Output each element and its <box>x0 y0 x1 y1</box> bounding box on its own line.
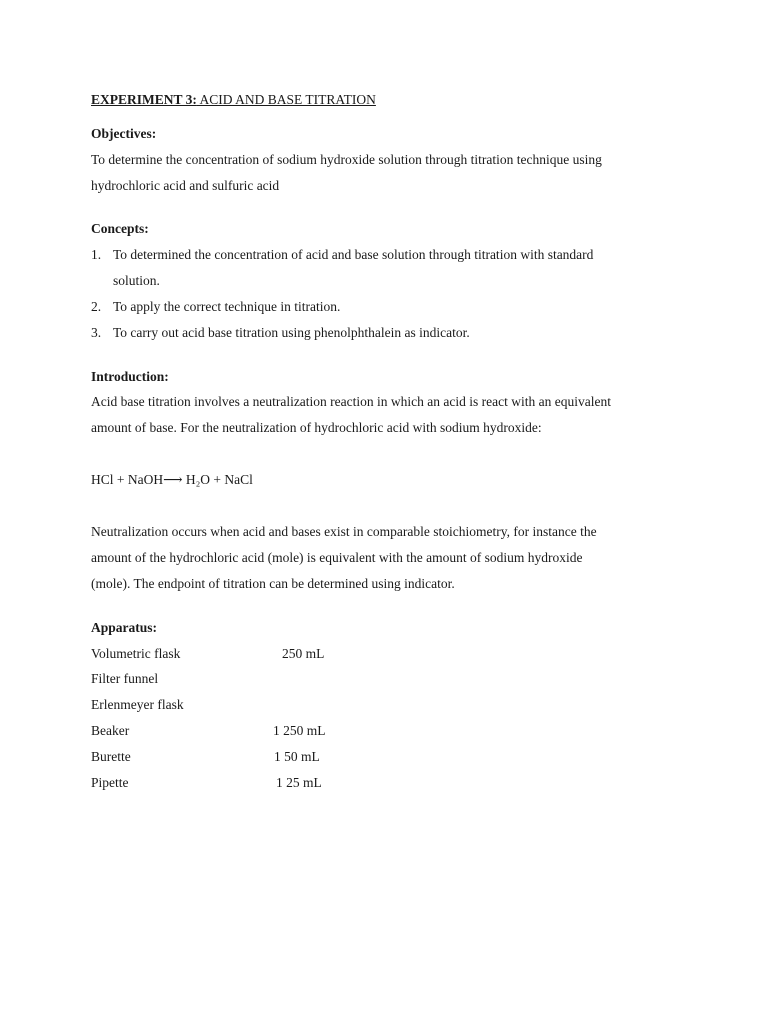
chemical-equation: HCl + NaOH⟶ H₂O + NaCl <box>91 472 253 487</box>
concept-number: 2. <box>91 299 102 314</box>
apparatus-heading: Apparatus: <box>91 620 158 635</box>
apparatus-item-qty: 250 mL <box>282 646 325 661</box>
introduction-line-1: Acid base titration involves a neutralization reaction in which an acid is react with an equivalent <box>91 394 611 409</box>
introduction-para2-line-3: (mole). The endpoint of titration can be determined using indicator. <box>91 576 455 591</box>
apparatus-item-name: Beaker <box>91 723 130 738</box>
apparatus-item-name: Burette <box>91 749 131 764</box>
objectives-line-2: hydrochloric acid and sulfuric acid <box>91 178 280 193</box>
concepts-heading: Concepts: <box>91 221 149 236</box>
concept-number: 3. <box>91 325 102 340</box>
concept-item-1-line-1: To determined the concentration of acid and base solution through titration with standard <box>113 247 594 262</box>
concept-item-2: To apply the correct technique in titration. <box>113 299 341 314</box>
introduction-line-2: amount of base. For the neutralization of hydrochloric acid with sodium hydroxide: <box>91 420 542 435</box>
apparatus-item-qty: 1 250 mL <box>273 723 326 738</box>
apparatus-item-name: Erlenmeyer flask <box>91 697 184 712</box>
apparatus-item-name: Pipette <box>91 775 129 790</box>
apparatus-item-qty: 1 50 mL <box>274 749 320 764</box>
introduction-para2-line-2: amount of the hydrochloric acid (mole) is equivalent with the amount of sodium hydroxide <box>91 550 583 565</box>
page-title: EXPERIMENT 3: ACID AND BASE TITRATION <box>91 92 376 107</box>
introduction-heading: Introduction: <box>91 369 169 384</box>
apparatus-item-name: Filter funnel <box>91 671 159 686</box>
concept-item-1-line-2: solution. <box>113 273 160 288</box>
introduction-para2-line-1: Neutralization occurs when acid and bases exist in comparable stoichiometry, for instance the <box>91 524 597 539</box>
objectives-heading: Objectives: <box>91 126 157 141</box>
concept-number: 1. <box>91 247 102 262</box>
apparatus-item-name: Volumetric flask <box>91 646 181 661</box>
apparatus-item-qty: 1 25 mL <box>276 775 322 790</box>
objectives-line-1: To determine the concentration of sodium hydroxide solution through titration technique using <box>91 152 602 167</box>
concept-item-3: To carry out acid base titration using phenolphthalein as indicator. <box>113 325 470 340</box>
